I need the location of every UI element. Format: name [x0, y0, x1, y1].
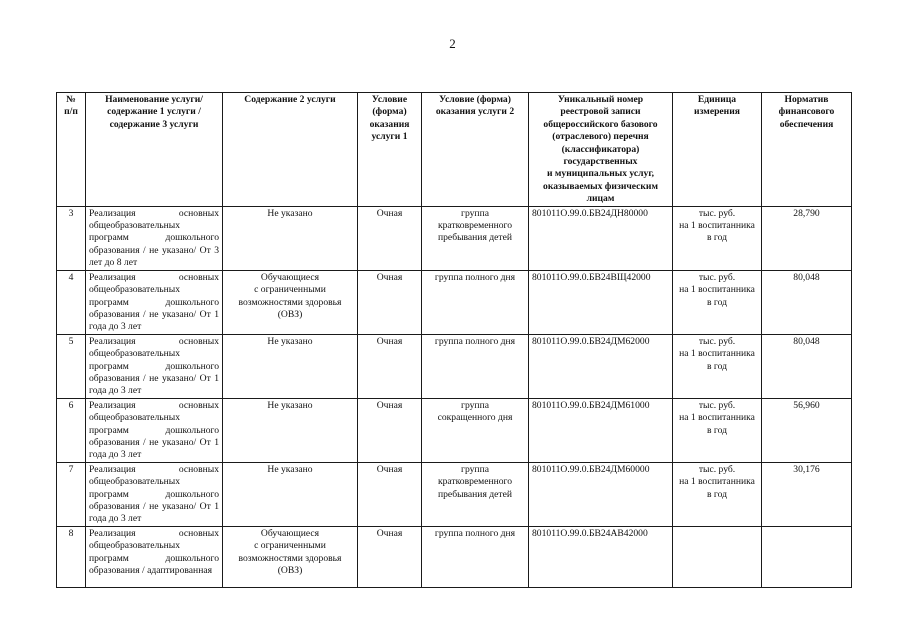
content-2-cell: Не указано — [223, 462, 358, 526]
table-row — [57, 526, 852, 587]
header-condition-1: Условие (форма) оказания услуги 1 — [358, 93, 422, 207]
service-name-cell: Реализация основных общеобразовательных программ дошкольного образования / не указано/ От 1 года до 3 лет — [86, 398, 223, 462]
row-number-cell: 7 — [57, 462, 86, 526]
unit-cell: тыс. руб. на 1 воспитанника в год — [673, 398, 762, 462]
table-row — [57, 398, 852, 462]
content-2-cell: Обучающиеся с ограниченными возможностями здоровья (ОВЗ) — [223, 270, 358, 334]
row-number-cell: 6 — [57, 398, 86, 462]
condition-2-cell: группа сокращенного дня — [422, 398, 529, 462]
unit-cell — [673, 526, 762, 587]
unit-cell: тыс. руб. на 1 воспитанника в год — [673, 270, 762, 334]
norm-value-cell: 80,048 — [762, 270, 852, 334]
registry-code-cell: 801011О.99.0.БВ24ДМ60000 — [529, 462, 673, 526]
page-number: 2 — [449, 36, 456, 51]
service-name-cell: Реализация основных общеобразовательных программ дошкольного образования / не указано/ От 1 года до 3 лет — [86, 462, 223, 526]
header-content-2: Содержание 2 услуги — [223, 93, 358, 207]
table-row — [57, 462, 852, 526]
row-number-cell: 3 — [57, 206, 86, 270]
content-2-cell: Не указано — [223, 206, 358, 270]
table-row — [57, 206, 852, 270]
norm-value-cell: 28,790 — [762, 206, 852, 270]
content-2-cell: Обучающиеся с ограниченными возможностями здоровья (ОВЗ) — [223, 526, 358, 587]
service-name-cell: Реализация основных общеобразовательных программ дошкольного образования / адаптированная — [86, 526, 223, 587]
row-number-cell: 5 — [57, 334, 86, 398]
unit-cell: тыс. руб. на 1 воспитанника в год — [673, 462, 762, 526]
norm-value-cell: 80,048 — [762, 334, 852, 398]
header-condition-2: Условие (форма) оказания услуги 2 — [422, 93, 529, 207]
table-row — [57, 270, 852, 334]
header-service-name: Наименование услуги/ содержание 1 услуги / содержание 3 услуги — [86, 93, 223, 207]
condition-1-cell: Очная — [358, 398, 422, 462]
norm-value-cell: 56,960 — [762, 398, 852, 462]
norm-value-cell — [762, 526, 852, 587]
financial-norms-table — [56, 92, 852, 588]
content-2-cell: Не указано — [223, 398, 358, 462]
service-name-cell: Реализация основных общеобразовательных программ дошкольного образования / не указано/ От 1 года до 3 лет — [86, 334, 223, 398]
registry-code-cell: 801011О.99.0.БВ24ДМ61000 — [529, 398, 673, 462]
norm-value-cell: 30,176 — [762, 462, 852, 526]
row-number-cell: 8 — [57, 526, 86, 587]
row-number-cell: 4 — [57, 270, 86, 334]
registry-code-cell: 801011О.99.0.БВ24АВ42000 — [529, 526, 673, 587]
header-registry-code: Уникальный номер реестровой записи общероссийского базового (отраслевого) перечня (классификатора) государственных и муниципальных услуг, оказываемых физическим лицам — [529, 93, 673, 207]
unit-cell: тыс. руб. на 1 воспитанника в год — [673, 334, 762, 398]
condition-2-cell: группа кратковременного пребывания детей — [422, 462, 529, 526]
condition-1-cell: Очная — [358, 270, 422, 334]
condition-1-cell: Очная — [358, 526, 422, 587]
condition-1-cell: Очная — [358, 206, 422, 270]
header-norm: Норматив финансового обеспечения — [762, 93, 852, 207]
condition-1-cell: Очная — [358, 334, 422, 398]
condition-1-cell: Очная — [358, 462, 422, 526]
condition-2-cell: группа полного дня — [422, 270, 529, 334]
condition-2-cell: группа кратковременного пребывания детей — [422, 206, 529, 270]
registry-code-cell: 801011О.99.0.БВ24ВЩ42000 — [529, 270, 673, 334]
table-row — [57, 334, 852, 398]
header-num: № п/п — [57, 93, 86, 207]
service-name-cell: Реализация основных общеобразовательных программ дошкольного образования / не указано/ От 1 года до 3 лет — [86, 270, 223, 334]
condition-2-cell: группа полного дня — [422, 334, 529, 398]
registry-code-cell: 801011О.99.0.БВ24ДН80000 — [529, 206, 673, 270]
service-name-cell: Реализация основных общеобразовательных программ дошкольного образования / не указано/ От 3 лет до 8 лет — [86, 206, 223, 270]
header-unit: Единица измерения — [673, 93, 762, 207]
content-2-cell: Не указано — [223, 334, 358, 398]
condition-2-cell: группа полного дня — [422, 526, 529, 587]
registry-code-cell: 801011О.99.0.БВ24ДМ62000 — [529, 334, 673, 398]
header-row — [57, 93, 852, 207]
unit-cell: тыс. руб. на 1 воспитанника в год — [673, 206, 762, 270]
